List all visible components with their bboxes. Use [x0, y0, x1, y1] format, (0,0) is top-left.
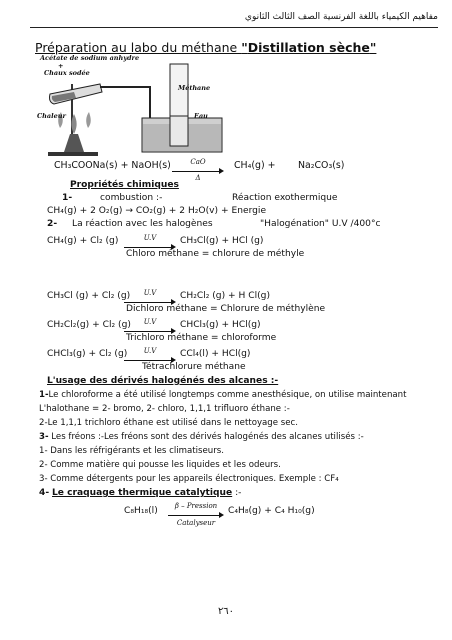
- p1-num: 1-: [62, 193, 73, 203]
- p1-text: combustion :-: [100, 193, 163, 203]
- p2-right: "Halogénation" U.V /400°c: [260, 219, 381, 229]
- arrow-uv: U.V: [143, 288, 157, 297]
- eq2-name: Dichloro méthane = Chlorure de méthylène: [126, 304, 326, 314]
- eq3-name: Trichloro méthane = chloroforme: [126, 333, 277, 343]
- eq2-left: CH₃Cl (g) + Cl₂ (g): [47, 291, 131, 301]
- title-quote-open: ": [241, 40, 248, 55]
- usage-3a: 1- Dans les réfrigérants et les climatiseurs.: [39, 446, 224, 456]
- page-number: ٢٦٠: [217, 606, 235, 617]
- usage-3b: 2- Comme matière qui pousse les liquides et les odeurs.: [39, 460, 281, 470]
- title-prefix: Préparation au labo du méthane: [35, 40, 242, 55]
- reaction-arrow: [172, 157, 224, 182]
- arrow-uv: U.V: [143, 233, 157, 242]
- u3-text: Les fréons :-Les fréons sont des dérivés halogénés des alcanes utilisés :-: [51, 432, 364, 442]
- gas-jar-lower: [170, 116, 188, 146]
- p1-right: Réaction exothermique: [232, 193, 338, 203]
- arrow-above: CaO: [190, 157, 206, 166]
- usage-3c: 3- Comme détergents pour les appareils électroniques. Exemple : CF₄: [39, 474, 339, 484]
- usage-3: [39, 432, 364, 442]
- u4-colon: :-: [232, 488, 242, 498]
- eq-main-prod1: CH₄(g) +: [234, 160, 276, 171]
- crack-above: β – Pression: [174, 501, 218, 510]
- usage-heading: L'usage des dérivés halogénés des alcanes :-: [47, 376, 279, 386]
- eq-main-prod2: Na₂CO₃(s): [298, 160, 345, 171]
- label-methane: Méthane: [178, 84, 211, 92]
- crack-left: C₈H₁₈(l): [124, 506, 158, 516]
- eq-main-left: CH₃COONa(s) + NaOH(s): [54, 160, 171, 171]
- crack-arrow: [168, 501, 224, 527]
- eq1-left: CH₄(g) + Cl₂ (g): [47, 236, 119, 246]
- label-chaleur: Chaleur: [37, 112, 66, 120]
- page-header: مفاهيم الكيمياء باللغة الفرنسية الصف الثالث الثانوي: [244, 12, 438, 22]
- eq-main-arrow: [172, 157, 224, 182]
- props-heading: Propriétés chimiques: [70, 180, 179, 190]
- eq3-right: CHCl₃(g) + HCl(g): [180, 320, 261, 330]
- p1-eq: CH₄(g) + 2 O₂(g) → CO₂(g) + 2 H₂O(v) + Energie: [47, 206, 267, 216]
- header-rule: [30, 27, 438, 28]
- eq4-right: CCl₄(l) + HCl(g): [180, 349, 251, 359]
- usage-1: [39, 390, 406, 400]
- usage-2: 2-Le 1,1,1 trichloro éthane est utilisé dans le nettoyage sec.: [39, 418, 298, 428]
- crack-right: C₄H₈(g) + C₄ H₁₀(g): [228, 506, 315, 516]
- label-acetate: Acétate de sodium anhydre: [40, 54, 140, 62]
- label-plus: +: [58, 62, 64, 70]
- arrow-below: Δ: [195, 173, 201, 182]
- burner: [64, 134, 84, 152]
- eq4-name: Tétrachlorure méthane: [142, 362, 246, 372]
- usage-1b: L'halothane = 2- bromo, 2- chloro, 1,1,1 trifluoro éthane :-: [39, 404, 290, 414]
- u4-num: 4-: [39, 488, 50, 498]
- eq4-left: CHCl₃(g) + Cl₂ (g): [47, 349, 128, 359]
- title-quote-close: ": [369, 40, 377, 55]
- usage-4: [39, 488, 241, 498]
- section-title: [35, 40, 376, 55]
- arrow-uv: U.V: [143, 346, 157, 355]
- u4-head: Le craquage thermique catalytique: [52, 488, 233, 498]
- eq2-right: CH₂Cl₂ (g) + H Cl(g): [180, 291, 270, 301]
- eq3-left: CH₂Cl₂(g) + Cl₂ (g): [47, 320, 131, 330]
- eq1-name: Chloro méthane = chlorure de méthyle: [126, 249, 305, 259]
- p2-text: La réaction avec les halogènes: [72, 219, 213, 229]
- label-chaux: Chaux sodée: [44, 69, 90, 77]
- flame-side2: [86, 112, 91, 128]
- u1-num: 1-: [39, 390, 49, 400]
- p2-num: 2-: [47, 219, 58, 229]
- eq1-right: CH₃Cl(g) + HCl (g): [180, 236, 264, 246]
- arrow-uv: U.V: [143, 317, 157, 326]
- title-bold: Distillation sèche: [247, 40, 370, 55]
- label-eau: Eau: [194, 112, 208, 120]
- stand-base: [48, 152, 98, 156]
- u3-num: 3-: [39, 432, 49, 442]
- crack-below: Catalyseur: [176, 518, 216, 527]
- crack-reaction-arrow: [168, 501, 224, 527]
- u1-text: Le chloroforme a été utilisé longtemps comme anesthésique, on utilise maintenant: [48, 390, 407, 400]
